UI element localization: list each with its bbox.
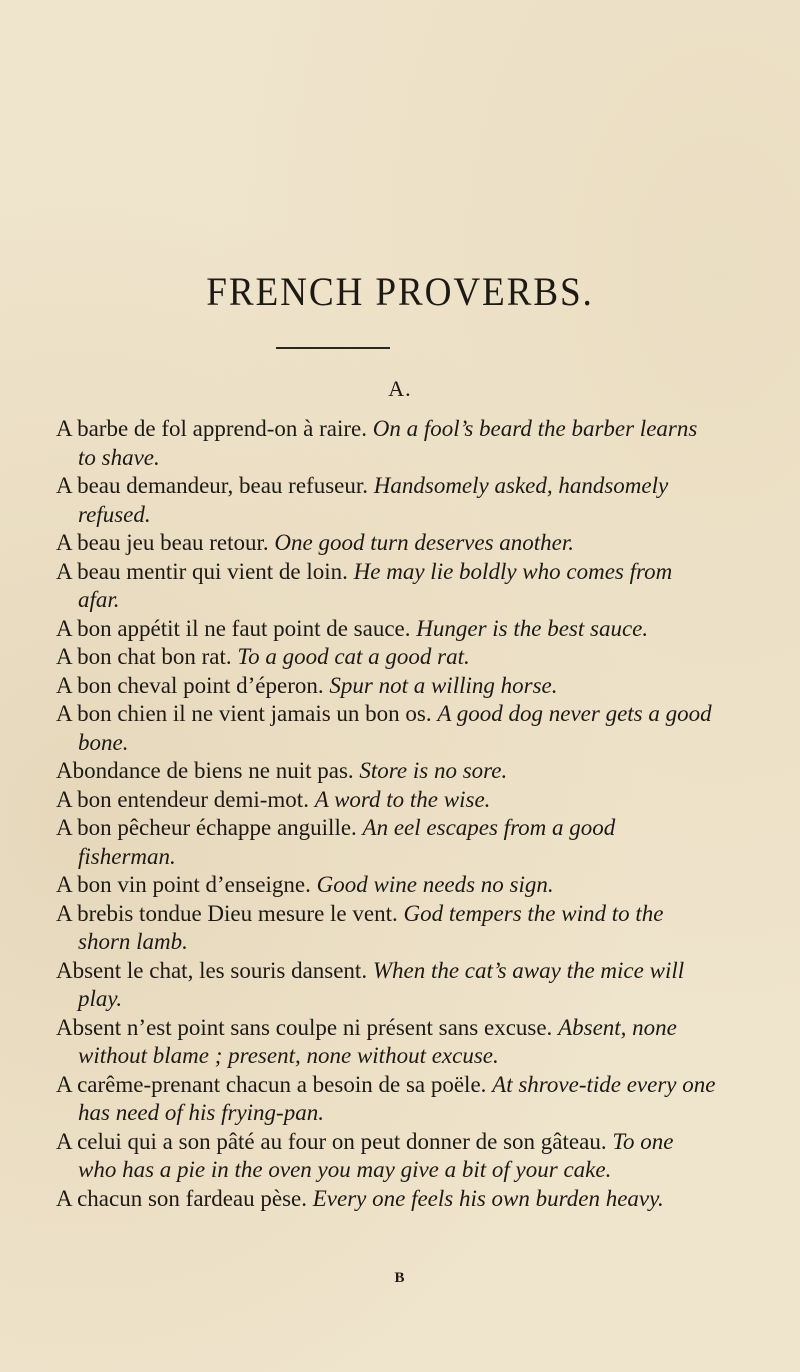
proverb-english: A word to the wise. [314,786,491,812]
proverb-french: Absent le chat, les souris dansent. [56,957,368,983]
proverb-entry [56,1128,716,1185]
proverb-french: A brebis tondue Dieu mesure le vent. [56,900,398,926]
proverb-entry [56,529,716,558]
proverb-english: Store is no sore. [359,758,508,783]
proverb-entry [56,558,716,615]
proverb-french: A bon appétit il ne faut point de sauce. [56,615,411,641]
proverb-french: A beau mentir qui vient de loin. [56,558,348,584]
proverb-french: A beau jeu beau retour. [56,530,269,555]
proverb-french: A chacun son fardeau pèse. [56,1185,307,1211]
proverb-french: A barbe de fol apprend-on à raire. [56,416,367,441]
proverb-english: To a good cat a good rat. [237,644,470,669]
proverb-english: A good dog never gets a good bone. [78,701,712,755]
proverb-entry [56,672,716,701]
proverb-entry [56,1014,716,1071]
proverb-english: Absent, none without blame ; present, none without excuse. [78,1014,677,1068]
proverb-french: A bon vin point d’enseigne. [56,872,311,897]
proverb-french: A carême-prenant chacun a besoin de sa poële. [56,1071,487,1097]
proverb-english: At shrove-tide every one has need of his frying-pan. [78,1071,716,1125]
proverb-french: A bon chat bon rat. [56,644,232,669]
proverb-english: An eel escapes from a good fisherman. [78,815,616,869]
proverb-entry [56,757,716,786]
proverb-entry [56,643,716,672]
section-letter: A. [388,376,412,401]
proverb-french: A bon entendeur demi-mot. [56,786,309,812]
proverb-english: Spur not a willing horse. [329,672,558,698]
proverb-entry [56,415,716,472]
proverb-french: A bon chien il ne vient jamais un bon os. [56,701,432,726]
proverb-french: Abondance de biens ne nuit pas. [56,758,354,783]
proverb-english: Good wine needs no sign. [316,872,554,897]
proverb-english: God tempers the wind to the shorn lamb. [78,900,664,954]
proverb-entry [56,472,716,529]
proverb-entry [56,871,716,900]
proverb-entry [56,1071,716,1128]
proverb-english: On a fool’s beard the barber learns to shave. [78,416,698,470]
proverb-entry [56,700,716,757]
proverb-entry [56,786,716,815]
proverb-english: One good turn deserves another. [274,530,575,555]
title-divider [276,347,390,349]
proverb-english: He may lie boldly who comes from afar. [78,558,673,612]
proverb-english: Handsomely asked, handsomely refused. [78,473,669,527]
proverb-entry [56,957,716,1014]
proverb-english: When the cat’s away the mice will play. [78,957,685,1011]
proverb-list [56,415,716,1213]
proverb-entry [56,814,716,871]
signature-mark: B [394,1270,406,1286]
proverb-entry [56,1185,716,1214]
proverb-entry [56,615,716,644]
proverb-french: A celui qui a son pâté au four on peut donner de son gâteau. [56,1128,607,1154]
proverb-french: Absent n’est point sans coulpe ni présent sans excuse. [56,1014,553,1040]
proverb-french: A bon pêcheur échappe anguille. [56,815,357,840]
proverb-english: To one who has a pie in the oven you may give a bit of your cake. [78,1128,674,1182]
proverb-french: A bon cheval point d’éperon. [56,672,324,698]
proverb-french: A beau demandeur, beau refuseur. [56,473,369,498]
page-title: FRENCH PROVERBS. [206,269,594,314]
proverb-entry [56,900,716,957]
proverb-english: Hunger is the best sauce. [416,615,649,641]
proverb-english: Every one feels his own burden heavy. [312,1185,664,1211]
